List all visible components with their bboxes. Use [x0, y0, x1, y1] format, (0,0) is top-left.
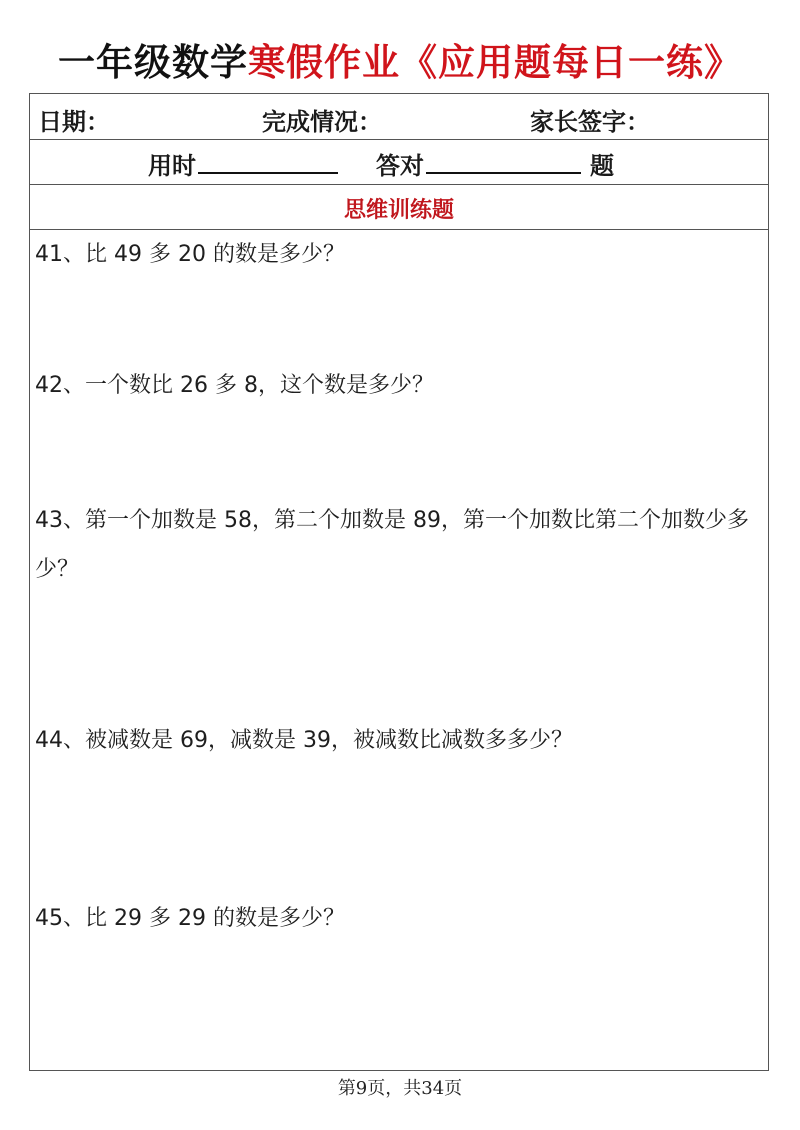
- question-41: 41、比 49 多 20 的数是多少？: [35, 242, 345, 267]
- info-row: [30, 94, 768, 140]
- worksheet-title: [0, 38, 800, 88]
- correct-blank-field[interactable]: [426, 148, 581, 174]
- page-number: 第9页，共34页: [337, 1078, 463, 1099]
- status-label: 完成情况：: [262, 108, 382, 136]
- section-row: [30, 185, 768, 230]
- question-43: 43、第一个加数是 58，第二个加数是 89，第一个加数比第二个加数少多少？: [35, 508, 749, 582]
- worksheet-table: [29, 93, 769, 1071]
- question-45: 45、比 29 多 29 的数是多少？: [35, 906, 345, 931]
- question-42: 42、一个数比 26 多 8，这个数是多少？: [35, 373, 434, 398]
- score-row: [30, 140, 768, 185]
- section-title: 思维训练题: [343, 198, 454, 223]
- title-grade: 一年级数学: [58, 41, 248, 84]
- title-topic: 寒假作业《应用题每日一练》: [248, 41, 742, 84]
- correct-suffix: 题: [590, 152, 614, 180]
- time-label: 用时: [148, 152, 196, 180]
- date-label: 日期：: [38, 108, 110, 136]
- question-44: 44、被减数是 69，减数是 39，被减数比减数多多少？: [35, 728, 573, 753]
- time-blank-field[interactable]: [198, 148, 338, 174]
- parent-sign-label: 家长签字：: [530, 108, 650, 136]
- correct-label: 答对: [376, 152, 424, 180]
